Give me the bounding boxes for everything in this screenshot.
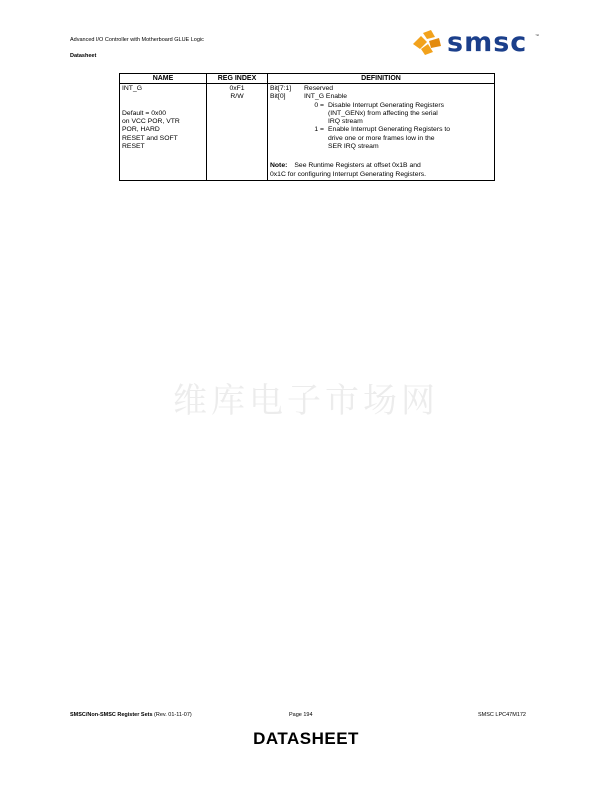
document-subtitle: Datasheet bbox=[70, 53, 97, 59]
smsc-logo-mark-icon bbox=[411, 30, 443, 56]
column-header-reg-index: REG INDEX bbox=[207, 74, 268, 84]
smsc-logo bbox=[411, 27, 539, 60]
option-line: IRQ stream bbox=[328, 118, 363, 126]
register-access: R/W bbox=[230, 93, 244, 101]
footer-page-number: Page 194 bbox=[289, 712, 313, 718]
table-row bbox=[120, 84, 495, 181]
note-line: See Runtime Registers at offset 0x1B and bbox=[294, 162, 421, 170]
document-title: Advanced I/O Controller with Motherboard GLUE Logic bbox=[70, 37, 204, 43]
logo-wordmark: smsc bbox=[447, 27, 528, 58]
option-row bbox=[270, 102, 492, 127]
datasheet-label: DATASHEET bbox=[253, 729, 359, 748]
register-name: INT_G bbox=[122, 85, 143, 92]
definition-cell bbox=[268, 84, 495, 181]
register-table bbox=[119, 73, 495, 181]
default-line: POR, HARD bbox=[122, 126, 160, 134]
option-text bbox=[328, 102, 492, 127]
logo-trademark: ™ bbox=[535, 33, 539, 38]
option-key: 1 = bbox=[314, 126, 324, 134]
default-line: on VCC POR, VTR bbox=[122, 118, 180, 126]
column-header-name: NAME bbox=[120, 74, 207, 84]
bit-description: INT_G Enable bbox=[304, 93, 348, 101]
watermark: 维库电子市场网 bbox=[173, 381, 439, 421]
option-line: Disable Interrupt Generating Registers bbox=[328, 101, 444, 109]
note-line: 0x1C for configuring Interrupt Generating Registers. bbox=[270, 170, 427, 178]
bit-description: Reserved bbox=[304, 85, 334, 92]
default-line: Default = 0x00 bbox=[122, 109, 167, 117]
footer-section-title: SMSC/Non-SMSC Register Sets (Rev. 01-11-07) bbox=[70, 712, 192, 718]
bit-row bbox=[270, 93, 492, 101]
register-name-cell bbox=[120, 84, 207, 181]
column-header-definition: DEFINITION bbox=[268, 74, 495, 84]
table-header-row bbox=[120, 74, 495, 84]
note bbox=[270, 162, 492, 179]
option-line: (INT_GENx) from affecting the serial bbox=[328, 109, 438, 117]
bit-field: Bit[0] bbox=[270, 93, 286, 101]
register-index: 0xF1 bbox=[229, 85, 245, 92]
note-label: Note: bbox=[270, 162, 288, 170]
option-line: drive one or more frames low in the bbox=[328, 134, 435, 142]
default-line: RESET bbox=[122, 143, 145, 151]
option-text bbox=[328, 126, 492, 151]
option-line: SER IRQ stream bbox=[328, 143, 379, 151]
default-line: RESET and SOFT bbox=[122, 134, 178, 142]
footer-part-number: SMSC LPC47M172 bbox=[478, 712, 526, 718]
option-row bbox=[270, 126, 492, 151]
bit-row bbox=[270, 85, 492, 93]
bit-field: Bit[7:1] bbox=[270, 85, 292, 92]
option-key: 0 = bbox=[314, 101, 324, 109]
register-index-cell bbox=[207, 84, 268, 181]
option-line: Enable Interrupt Generating Registers to bbox=[328, 126, 451, 134]
